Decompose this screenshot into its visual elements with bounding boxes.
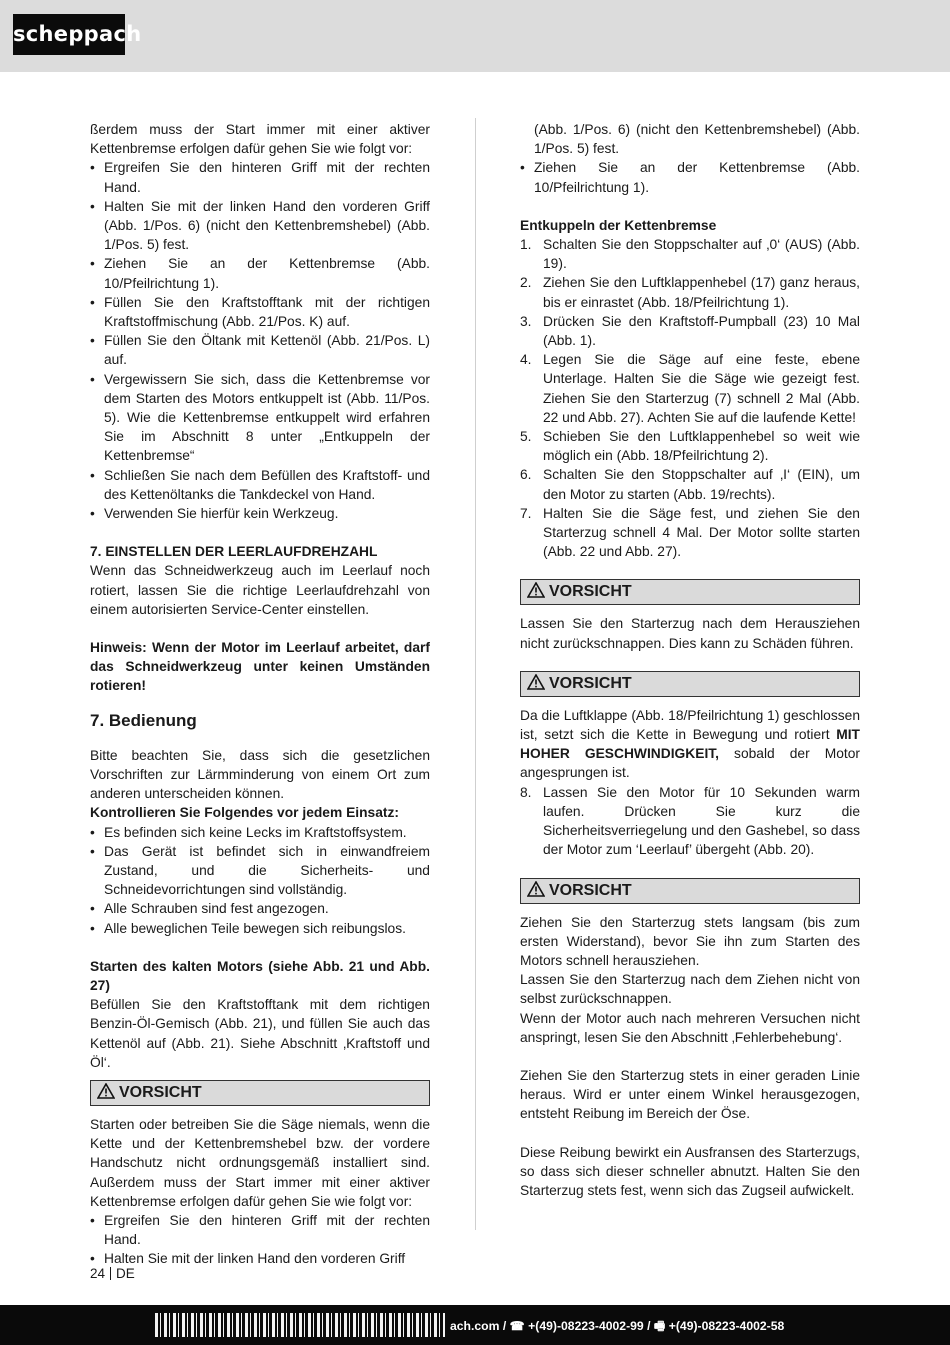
cold-start-heading: Starten des kalten Motors (siehe Abb. 21 und Abb. 27) [90, 958, 430, 993]
body-paragraph: Ziehen Sie den Starterzug stets in einer geraden Linie heraus. Wird er unter einem Winkel herausgezogen, entsteht Reibung im Bereich der Öse. [520, 1067, 860, 1122]
brand-logo: scheppach [13, 14, 125, 55]
warning-label: VORSICHT [549, 881, 632, 899]
list-item: • Ziehen Sie an der Kettenbremse (Abb. 10/Pfeilrichtung 1). [520, 158, 860, 196]
warning-label: VORSICHT [119, 1083, 202, 1101]
step-item: 8. Lassen Sie den Motor für 10 Sekunden warm laufen. Drücken Sie kurz die Sicherheitsverriegelung und den Gashebel, so dass der Motor zum ‘Leerlauf’ übergeht (Abb. 20). [520, 783, 860, 860]
list-item: • Ergreifen Sie den hinteren Griff mit der rechten Hand. [90, 1211, 430, 1249]
warning-icon [527, 674, 545, 690]
list-item: • Halten Sie mit der linken Hand den vorderen Griff [90, 1249, 430, 1268]
step-item: 3. Drücken Sie den Kraftstoff-Pumpball (23) 10 Mal (Abb. 1). [520, 312, 860, 350]
list-item: • Füllen Sie den Öltank mit Kettenöl (Abb. 21/Pos. L) auf. [90, 331, 430, 369]
warning-box [520, 878, 860, 904]
list-item: • Halten Sie mit der linken Hand den vorderen Griff (Abb. 1/Pos. 6) (nicht den Kettenbremshebel) (Abb. 1/Pos. 5) fest. [90, 197, 430, 255]
hint-text: Hinweis: Wenn der Motor im Leerlauf arbeitet, darf das Schneidwerkzeug unter keinen Umständen rotieren! [90, 640, 430, 694]
footer-glitch-block [155, 1313, 445, 1337]
warning-text: Ziehen Sie den Starterzug stets langsam (bis zum ersten Widerstand), bevor Sie ihn zum Starten des Motors schnell herausziehen. [520, 914, 860, 968]
bullet-list-prep [90, 158, 430, 523]
list-item: • Das Gerät ist befindet sich in einwandfreiem Zustand, und die Sicherheits- und Schneidevorrichtungen sind vollständig. [90, 842, 430, 900]
list-item: • Verwenden Sie hierfür kein Werkzeug. [90, 504, 430, 523]
list-item: • Vergewissern Sie sich, dass die Kettenbremse vor dem Starten des Motors entkuppelt ist (Abb. 11/Pos. 5). Wie die Kettenbremse entkuppelt wird erfahren Sie im Abschnitt 8 unter „Entkuppeln der Kettenbremse“ [90, 370, 430, 466]
column-divider [475, 118, 476, 1230]
list-item: • Alle Schrauben sind fest angezogen. [90, 899, 430, 918]
warmup-step [520, 783, 860, 860]
idle-speed-text: Wenn das Schneidwerkzeug auch im Leerlauf noch rotiert, lassen Sie die richtige Leerlaufdrehzahl von einem autorisierten Service-Center einstellen. [90, 563, 430, 617]
page-footer [0, 1305, 950, 1345]
warning-text: Wenn der Motor auch nach mehreren Versuchen nicht anspringt, lesen Sie den Abschnitt ‚Fehlerbehebung‘. [520, 1010, 860, 1045]
list-item: • Es befinden sich keine Lecks im Kraftstoffsystem. [90, 823, 430, 842]
uncouple-heading: Entkuppeln der Kettenbremse [520, 217, 717, 233]
warning-box [90, 1080, 430, 1106]
warning-text: Lassen Sie den Starterzug nach dem Ziehen nicht von selbst zurückschnappen. [520, 972, 860, 1007]
warning-icon [527, 881, 545, 897]
body-paragraph: Diese Reibung bewirkt ein Ausfransen des Starterzugs, so dass sich dieser schneller abnutzt. Halten Sie den Starterzug stets fest, wenn sich das Zugseil aufwickelt. [520, 1144, 860, 1198]
warning-icon [527, 582, 545, 598]
check-heading: Kontrollieren Sie Folgendes vor jedem Einsatz: [90, 805, 399, 821]
warning-text: Da die Luftklappe (Abb. 18/Pfeilrichtung 1) geschlossen ist, setzt sich die Kette in Bewegung und rotiert MIT HOHER GESCHWINDIGKEIT, sobald der Motor angesprungen ist. [520, 707, 860, 781]
warning-icon [97, 1083, 115, 1099]
list-item: • Ergreifen Sie den hinteren Griff mit der rechten Hand. [90, 158, 430, 196]
left-column [90, 120, 430, 1269]
page-number: 24 DE [90, 1266, 135, 1281]
warning-text: Lassen Sie den Starterzug nach dem Herausziehen nicht zurückschnappen. Dies kann zu Schäden führen. [520, 616, 860, 651]
bullet-list-grip [90, 1211, 430, 1269]
footer-contact: ach.com / ☎ +(49)-08223-4002-99 / 🖷 +(49)-08223-4002-58 [450, 1319, 785, 1333]
warning-box [520, 579, 860, 605]
bullet-list-checks [90, 823, 430, 938]
list-item: • Füllen Sie den Kraftstofftank mit der richtigen Kraftstoffmischung (Abb. 21/Pos. K) auf. [90, 293, 430, 331]
page-header [0, 0, 950, 72]
warning-box [520, 671, 860, 697]
warning-label: VORSICHT [549, 583, 632, 601]
uncouple-steps [520, 235, 860, 561]
list-item-continued: (Abb. 1/Pos. 6) (nicht den Kettenbremshebel) (Abb. 1/Pos. 5) fest. [534, 122, 860, 157]
continued-list [520, 120, 860, 197]
intro-text: ßerdem muss der Start immer mit einer aktiver Kettenbremse erfolgen dafür gehen Sie wie folgt vor: [90, 122, 430, 157]
operation-text: Bitte beachten Sie, dass sich die gesetzlichen Vorschriften zur Lärmminderung von einem Ort zum anderen unterscheiden können. [90, 747, 430, 802]
warning-text: Starten oder betreiben Sie die Säge niemals, wenn die Kette und der Kettenbremshebel bzw. der vordere Handschutz nicht ordnungsgemäß installiert sind. Außerdem muss der Start immer mit einer aktiver Kettenbremse erfolgen dafür gehen Sie wie folgt vor: [90, 1116, 430, 1209]
step-item: 1. Schalten Sie den Stoppschalter auf ‚0‘ (AUS) (Abb. 19). [520, 235, 860, 273]
warning-label: VORSICHT [549, 674, 632, 692]
idle-speed-heading: 7. EINSTELLEN DER LEERLAUFDREHZAHL [90, 544, 378, 560]
step-item: 7. Halten Sie die Säge fest, und ziehen Sie den Starterzug schnell 4 Mal. Der Motor sollte starten (Abb. 22 und Abb. 27). [520, 504, 860, 562]
list-item: • Schließen Sie nach dem Befüllen des Kraftstoff- und des Kettenöltanks die Tankdeckel von Hand. [90, 466, 430, 504]
step-item: 2. Ziehen Sie den Luftklappenhebel (17) ganz heraus, bis er einrastet (Abb. 18/Pfeilrichtung 1). [520, 273, 860, 311]
step-item: 5. Schieben Sie den Luftklappenhebel so weit wie möglich ein (Abb. 18/Pfeilrichtung 2). [520, 427, 860, 465]
list-item: • Alle beweglichen Teile bewegen sich reibungslos. [90, 919, 430, 938]
step-item: 4. Legen Sie die Säge auf eine feste, ebene Unterlage. Halten Sie die Säge wie gezeigt fest. Ziehen Sie den Starterzug (7) schnell 2 Mal (Abb. 22 und Abb. 27). Achten Sie auf die laufende Kette! [520, 350, 860, 427]
right-column [520, 120, 860, 1200]
list-item: • Ziehen Sie an der Kettenbremse (Abb. 10/Pfeilrichtung 1). [90, 254, 430, 292]
step-item: 6. Schalten Sie den Stoppschalter auf ‚I‘ (EIN), um den Motor zu starten (Abb. 19/rechts). [520, 465, 860, 503]
section-title: 7. Bedienung [90, 710, 197, 730]
cold-start-text: Befüllen Sie den Kraftstofftank mit dem richtigen Benzin-Öl-Gemisch (Abb. 21), und füllen Sie auch das Kettenöl auf (Abb. 21). Siehe Abschnitt ‚Kraftstoff und Öl‘. [90, 997, 430, 1070]
